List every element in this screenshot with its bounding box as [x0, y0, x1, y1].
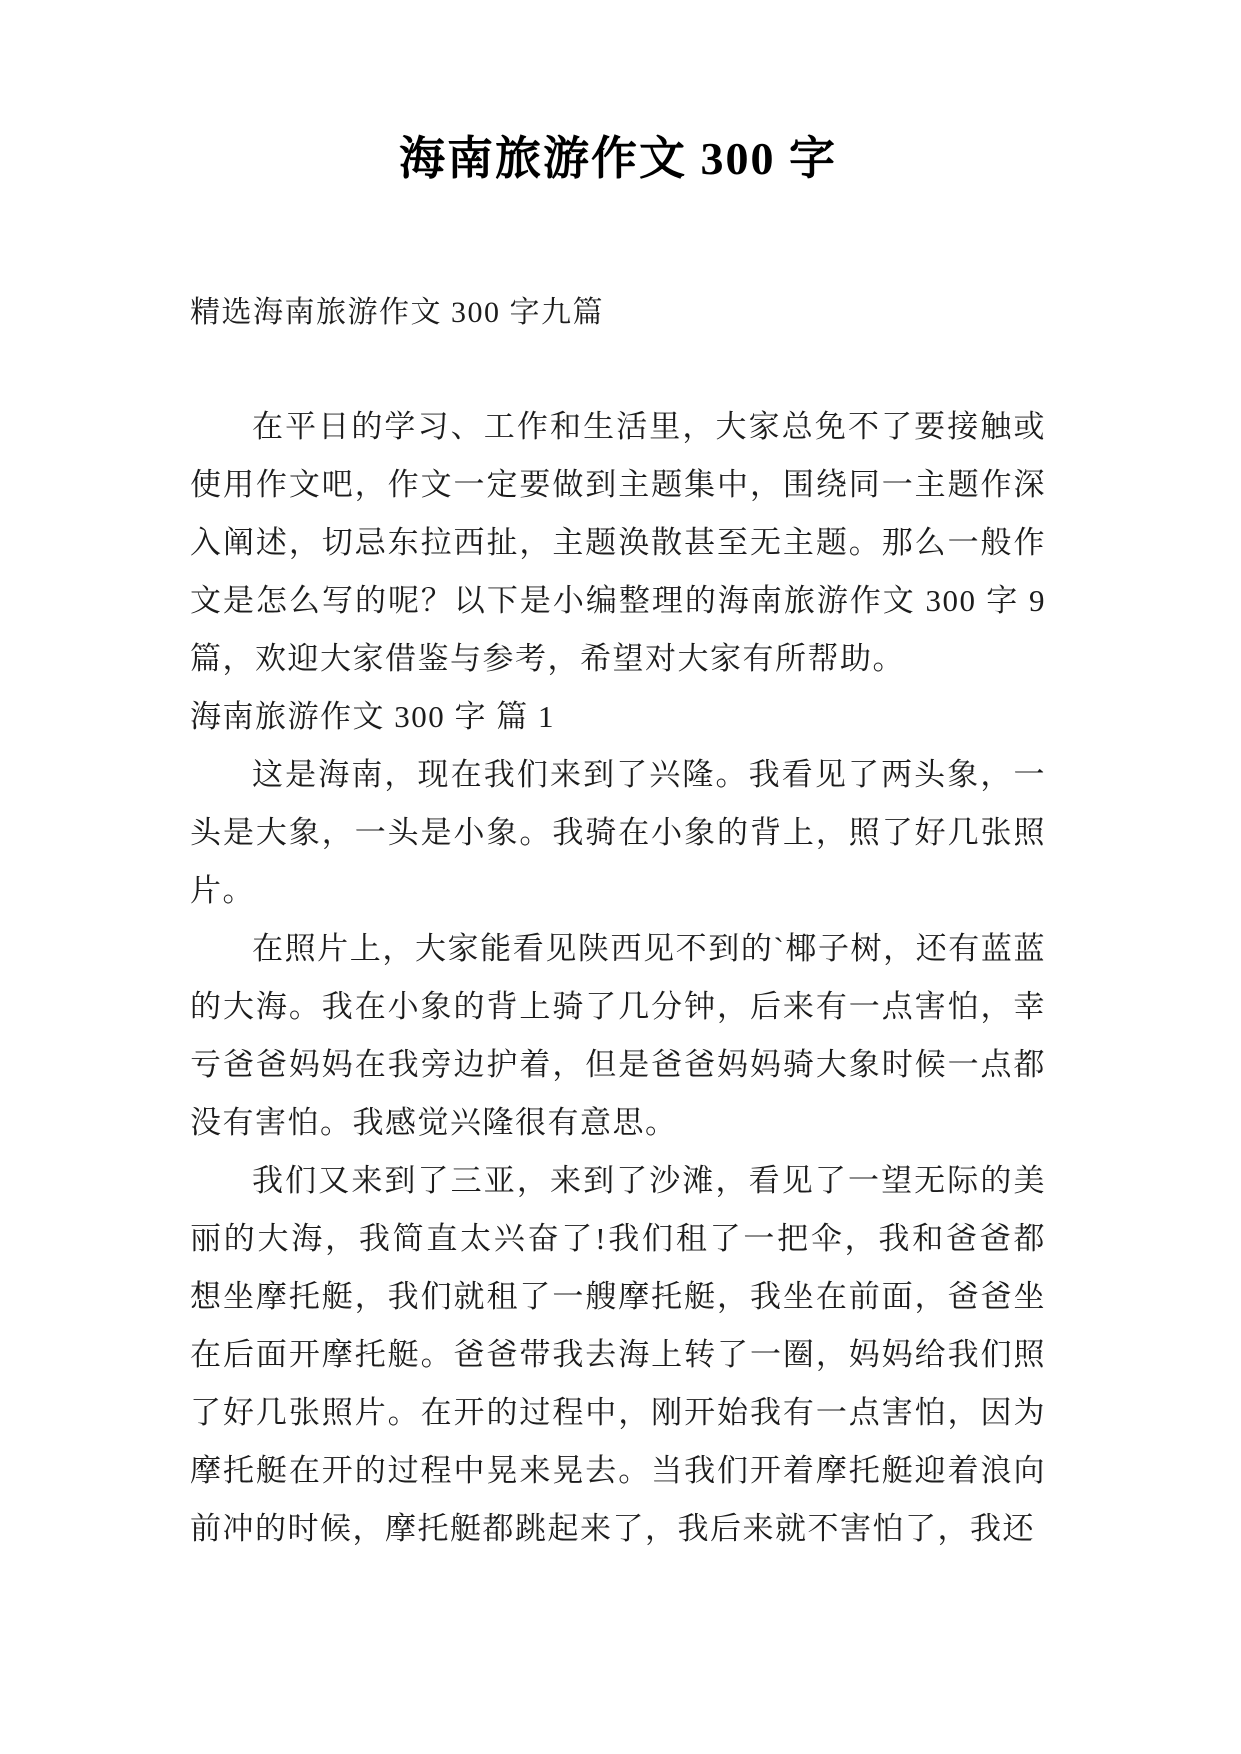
body-paragraph: 在照片上，大家能看见陕西见不到的`椰子树，还有蓝蓝的大海。我在小象的背上骑了几分钟，后来有一点害怕，幸亏爸爸妈妈在我旁边护着，但是爸爸妈妈骑大象时候一点都没有害怕。我感觉兴隆很有意思。	[190, 931, 1046, 1140]
section-heading: 海南旅游作文 300 字 篇 1	[190, 699, 555, 734]
document-subtitle: 精选海南旅游作文 300 字九篇	[190, 296, 604, 329]
body-paragraph: 在平日的学习、工作和生活里，大家总免不了要接触或使用作文吧，作文一定要做到主题集中，围绕同一主题作深入阐述，切忌东拉西扯，主题涣散甚至无主题。那么一般作文是怎么写的呢？以下是小编整理的海南旅游作文 300 字 9 篇，欢迎大家借鉴与参考，希望对大家有所帮助。	[190, 409, 1046, 676]
body-paragraph: 我们又来到了三亚，来到了沙滩，看见了一望无际的美丽的大海，我简直太兴奋了!我们租了一把伞，我和爸爸都想坐摩托艇，我们就租了一艘摩托艇，我坐在前面，爸爸坐在后面开摩托艇。爸爸带我去海上转了一圈，妈妈给我们照了好几张照片。在开的过程中，刚开始我有一点害怕，因为摩托艇在开的过程中晃来晃去。当我们开着摩托艇迎着浪向前冲的时候，摩托艇都跳起来了，我后来就不害怕了，我还	[190, 1163, 1046, 1546]
document-title: 海南旅游作文 300 字	[399, 133, 837, 184]
body-paragraph: 这是海南，现在我们来到了兴隆。我看见了两头象，一头是大象，一头是小象。我骑在小象的背上，照了好几张照片。	[190, 757, 1046, 908]
document-body	[190, 398, 1046, 1558]
